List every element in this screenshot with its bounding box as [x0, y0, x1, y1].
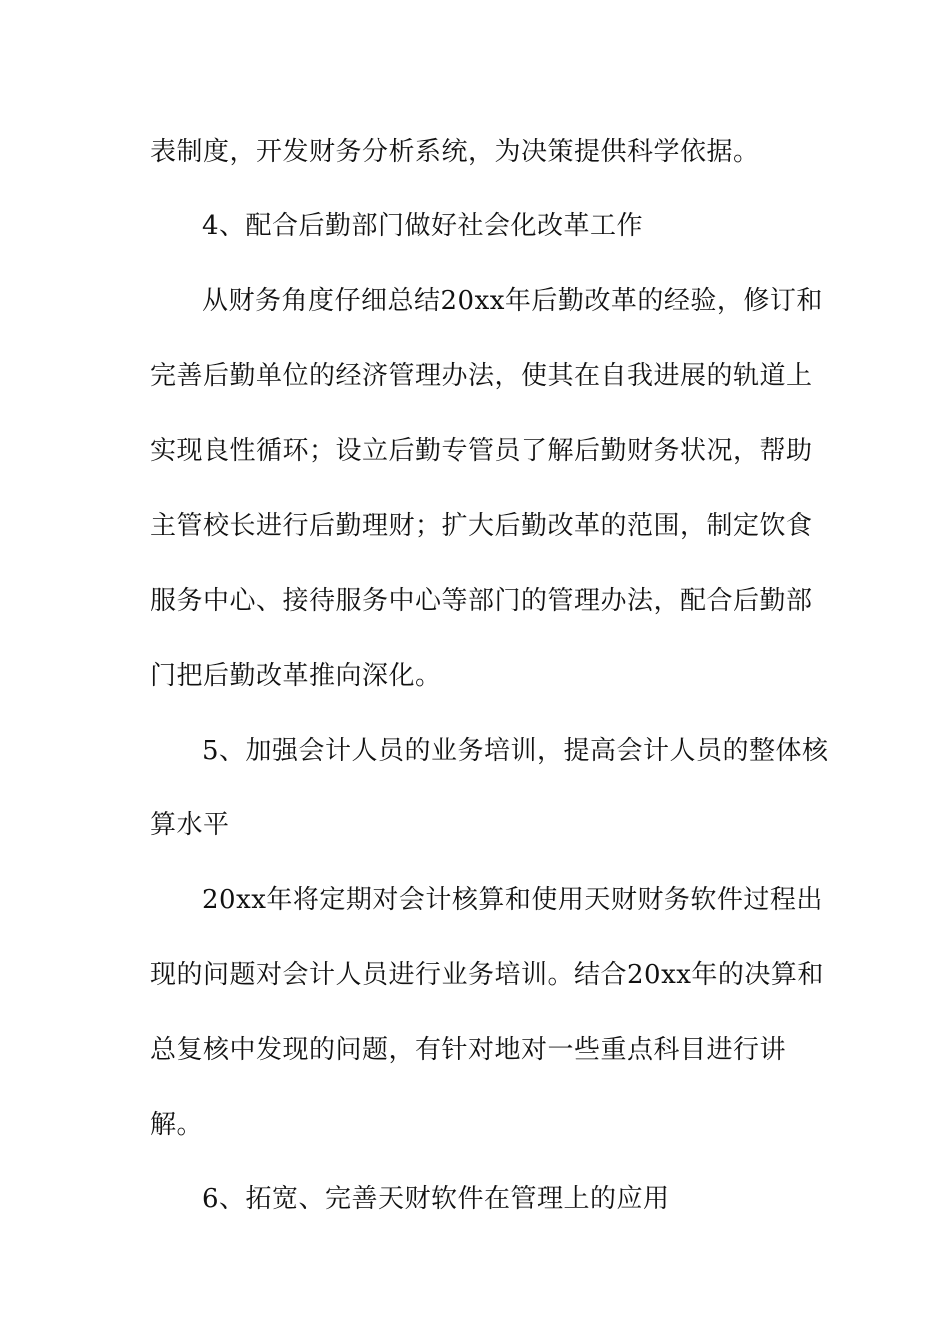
text-line: 20xx年将定期对会计核算和使用天财财务软件过程出 — [202, 885, 823, 915]
section-heading-6: 6、拓宽、完善天财软件在管理上的应用 — [202, 1184, 670, 1214]
section-heading-4: 4、配合后勤部门做好社会化改革工作 — [202, 211, 644, 241]
text-line: 现的问题对会计人员进行业务培训。结合20xx年的决算和 — [150, 960, 824, 990]
text-line: 主管校长进行后勤理财；扩大后勤改革的范围，制定饮食 — [150, 511, 813, 541]
text-line: 实现良性循环；设立后勤专管员了解后勤财务状况，帮助 — [150, 436, 813, 466]
text-line: 门把后勤改革推向深化。 — [150, 661, 442, 691]
text-line: 完善后勤单位的经济管理办法，使其在自我进展的轨道上 — [150, 361, 813, 391]
text-line: 从财务角度仔细总结20xx年后勤改革的经验，修订和 — [202, 286, 823, 316]
text-line: 总复核中发现的问题，有针对地对一些重点科目进行讲 — [150, 1035, 787, 1065]
section-heading-5-cont: 算水平 — [150, 810, 230, 840]
text-line: 表制度，开发财务分析系统，为决策提供科学依据。 — [150, 137, 760, 167]
text-line: 服务中心、接待服务中心等部门的管理办法，配合后勤部 — [150, 586, 813, 616]
section-heading-5: 5、加强会计人员的业务培训，提高会计人员的整体核 — [202, 736, 829, 766]
text-line: 解。 — [150, 1110, 204, 1140]
